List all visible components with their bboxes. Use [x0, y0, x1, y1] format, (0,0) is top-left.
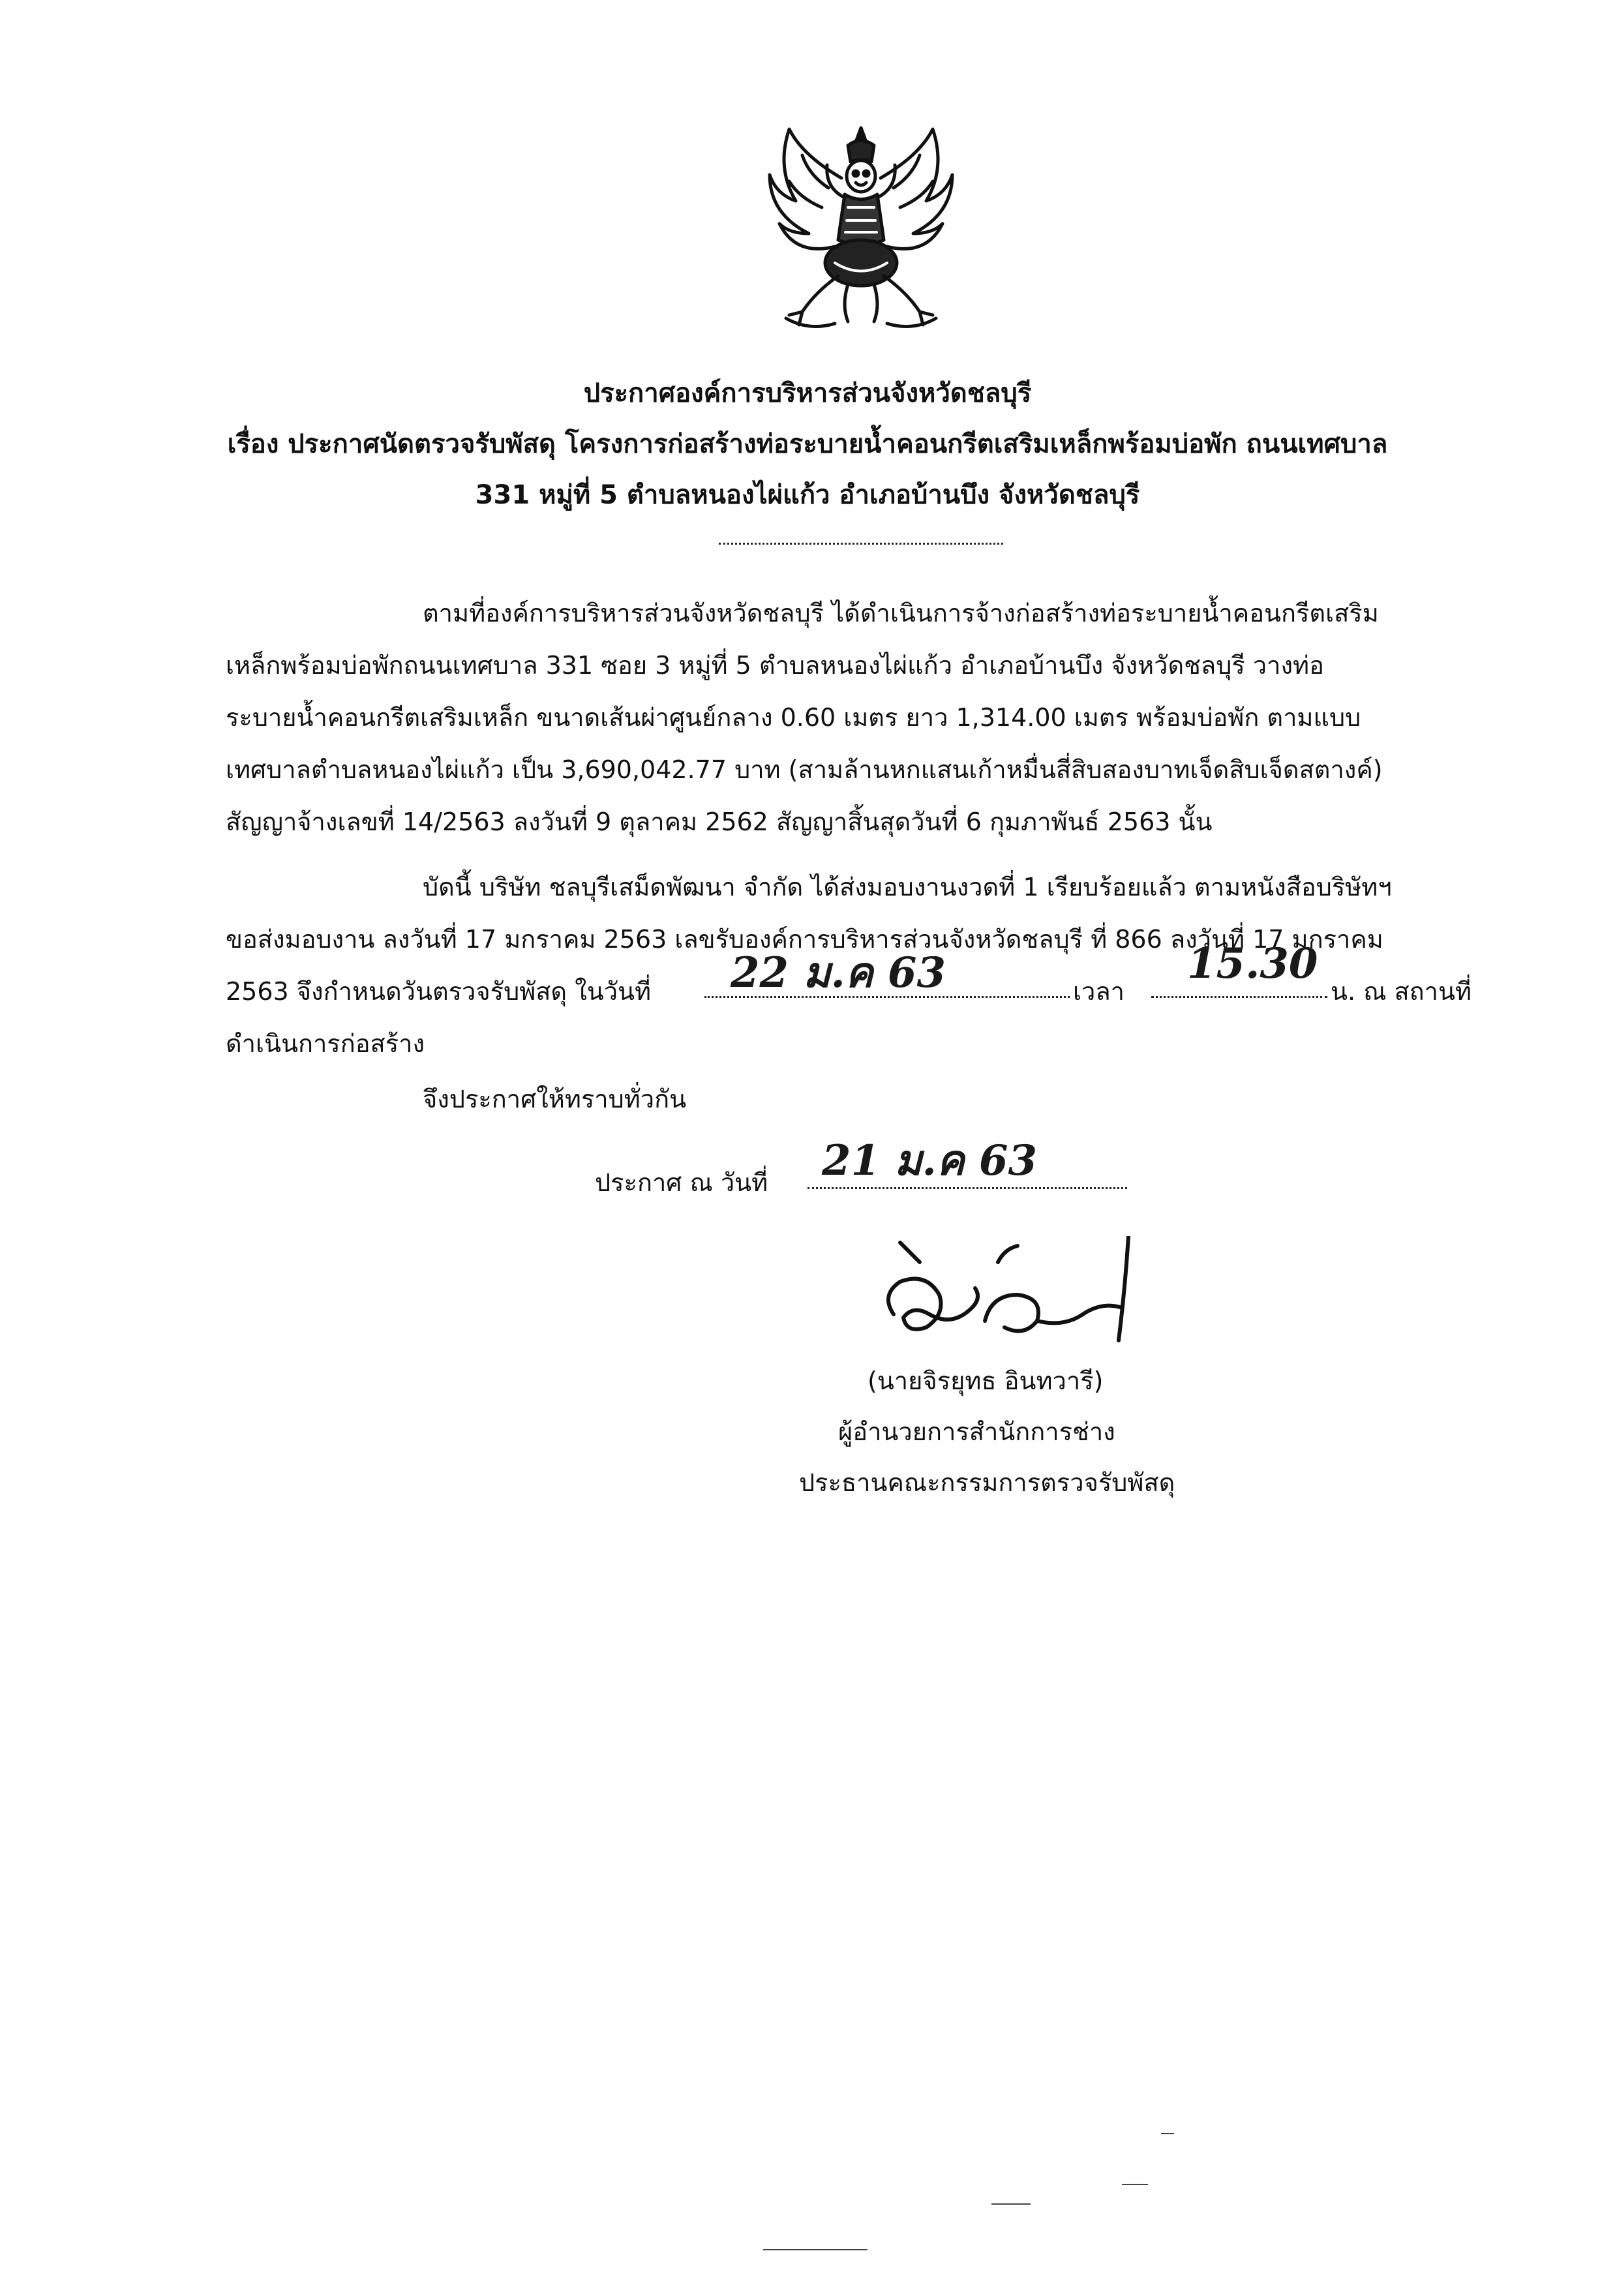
signatory-committee-role: ประธานคณะกรรมการตรวจรับพัสดุ [799, 1468, 1175, 1497]
announce-date-handwritten: 21 ม.ค 63 [822, 1136, 1037, 1185]
scan-mark [991, 2203, 1031, 2205]
location-suffix: น. ณ สถานที่ [1331, 977, 1472, 1006]
scan-mark [763, 2249, 868, 2250]
subject-line: เรื่อง ประกาศนัดตรวจรับพัสดุ โครงการก่อสร้างท่อระบายน้ำคอนกรีตเสริมเหล็กพร้อมบ่อพัก ถนนเทศบาล [227, 429, 1388, 459]
para1-line5: สัญญาจ้างเลขที่ 14/2563 ลงวันที่ 9 ตุลาคม 2562 สัญญาสิ้นสุดวันที่ 6 กุมภาพันธ์ 2563 นั้น [226, 808, 1213, 836]
para1-line3: ระบายน้ำคอนกรีตเสริมเหล็ก ขนาดเส้นผ่าศูนย์กลาง 0.60 เมตร ยาว 1,314.00 เมตร พร้อมบ่อพัก ตามแบบ [226, 703, 1361, 732]
subject-line-continued: 331 หมู่ที่ 5 ตำบลหนองไผ่แก้ว อำเภอบ้านบึง จังหวัดชลบุรี [475, 480, 1140, 510]
time-dotted-line [1151, 996, 1327, 998]
closing-statement: จึงประกาศให้ทราบทั่วกัน [423, 1085, 687, 1113]
separator-dots [719, 543, 1003, 545]
inspection-date-handwritten: 22 ม.ค 63 [731, 948, 946, 997]
scan-mark [1122, 2184, 1148, 2185]
signatory-position: ผู้อำนวยการสำนักการช่าง [838, 1417, 1115, 1446]
inspection-time-handwritten: 15.30 [1187, 939, 1318, 988]
announcement-heading: ประกาศองค์การบริหารส่วนจังหวัดชลบุรี [583, 378, 1032, 408]
para1-line1: ตามที่องค์การบริหารส่วนจังหวัดชลบุรี ได้ดำเนินการจ้างก่อสร้างท่อระบายน้ำคอนกรีตเสริม [423, 599, 1379, 627]
para2-line1: บัดนี้ บริษัท ชลบุรีเสม็ดพัฒนา จำกัด ได้ส่งมอบงานงวดที่ 1 เรียบร้อยแล้ว ตามหนังสือบริษัทฯ [423, 873, 1392, 901]
announce-date-label: ประกาศ ณ วันที่ [595, 1168, 768, 1197]
handwritten-signature [868, 1236, 1207, 1367]
para1-line2: เหล็กพร้อมบ่อพักถนนเทศบาล 331 ซอย 3 หมู่ที่ 5 ตำบลหนองไผ่แก้ว อำเภอบ้านบึง จังหวัดชลบุรี วางท่อ [226, 651, 1324, 680]
para2-line2: ขอส่งมอบงาน ลงวันที่ 17 มกราคม 2563 เลขรับองค์การบริหารส่วนจังหวัดชลบุรี ที่ 866 ลงวันที่ 17 มกราคม [226, 925, 1383, 954]
scan-mark [1161, 2133, 1174, 2134]
para1-line4: เทศบาลตำบลหนองไผ่แก้ว เป็น 3,690,042.77 บาท (สามล้านหกแสนเก้าหมื่นสี่สิบสองบาทเจ็ดสิบเจ็ดสตางค์) [226, 755, 1383, 784]
garuda-emblem-icon [750, 116, 972, 338]
time-label: เวลา [1073, 977, 1124, 1006]
inspection-date-prefix: 2563 จึงกำหนดวันตรวจรับพัสดุ ในวันที่ [226, 977, 652, 1006]
signatory-name: (นายจิรยุทธ อินทวารี) [868, 1367, 1104, 1395]
para2-line4: ดำเนินการก่อสร้าง [226, 1029, 425, 1058]
